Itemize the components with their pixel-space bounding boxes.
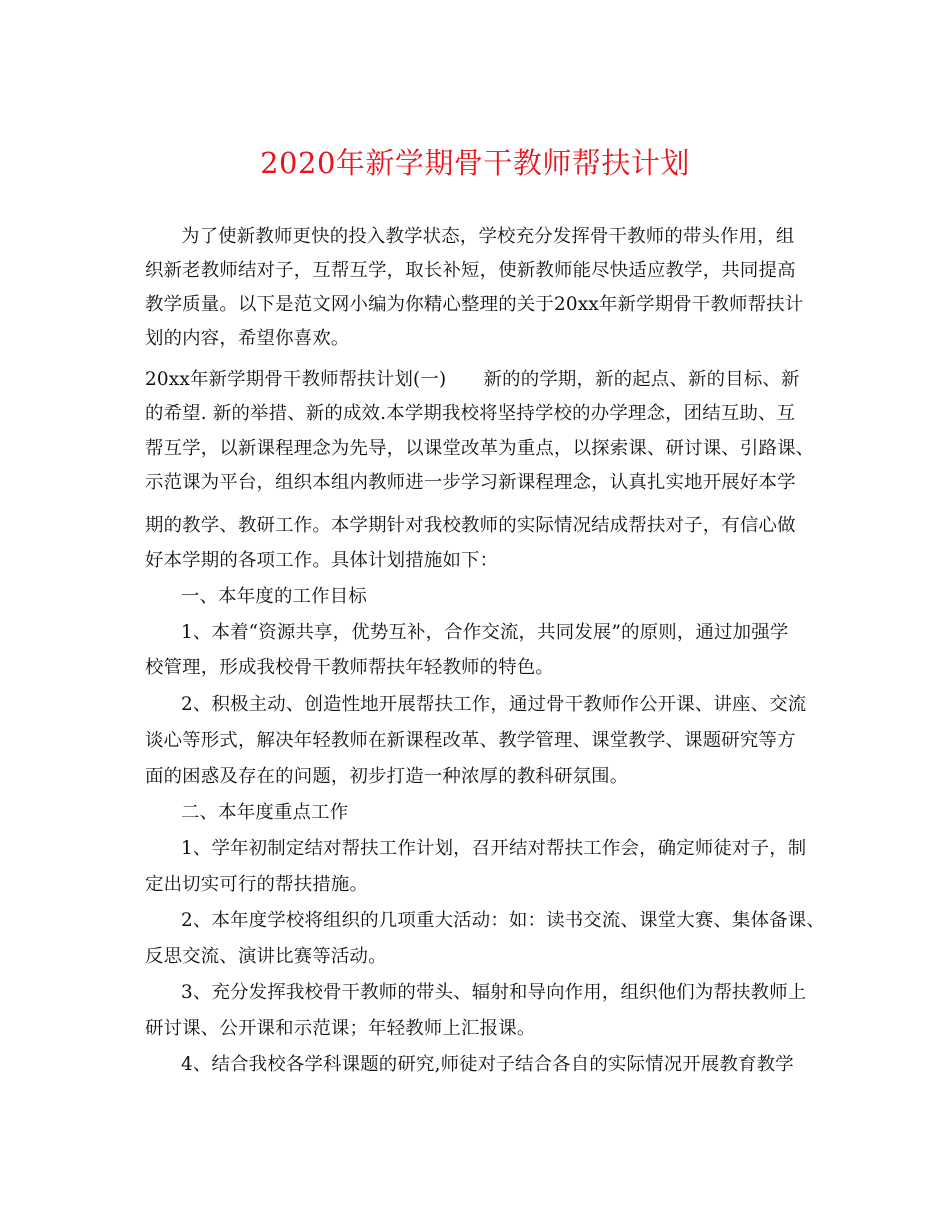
body-line: 教学质量。以下是范文网小编为你精心整理的关于20xx年新学期骨干教师帮扶计 [145,294,804,315]
body-line: 4、结合我校各学科课题的研究,师徒对子结合各自的实际情况开展教育教学 [181,1054,794,1075]
body-line: 好本学期的各项工作。具体计划措施如下： [145,550,499,571]
body-line: 谈心等形式，解决年轻教师在新课程改革、教学管理、课堂教学、课题研究等方 [145,730,796,751]
document-title: 2020年新学期骨干教师帮扶计划 [260,146,690,180]
body-line: 织新老教师结对子，互帮互学，取长补短，使新教师能尽快适应教学，共同提高 [145,260,796,281]
body-line: 1、本着“资源共享，优势互补，合作交流，共同发展”的原则，通过加强学 [181,622,789,643]
body-line: 20xx年新学期骨干教师帮扶计划(一) 新的的学期，新的起点、新的目标、新 [145,369,800,390]
body-line: 反思交流、演讲比赛等活动。 [145,946,387,967]
body-line: 面的困惑及存在的问题，初步打造一种浓厚的教科研氛围。 [145,766,629,787]
body-line: 的希望. 新的举措、新的成效.本学期我校将坚持学校的办学理念，团结互助、互 [145,403,796,424]
body-line: 2、本年度学校将组织的几项重大活动：如：读书交流、课堂大赛、集体备课、 [181,910,825,931]
body-line: 帮互学，以新课程理念为先导，以课堂改革为重点，以探索课、研讨课、引路课、 [145,438,815,459]
body-line: 定出切实可行的帮扶措施。 [145,874,369,895]
body-line: 3、充分发挥我校骨干教师的带头、辐射和导向作用，组织他们为帮扶教师上 [181,982,807,1003]
body-line: 示范课为平台，组织本组内教师进一步学习新课程理念，认真扎实地开展好本学 [145,472,796,493]
body-line: 期的教学、教研工作。本学期针对我校教师的实际情况结成帮扶对子，有信心做 [145,515,796,536]
section-heading: 一、本年度的工作目标 [181,586,367,607]
body-line: 1、学年初制定结对帮扶工作计划，召开结对帮扶工作会，确定师徒对子，制 [181,838,807,859]
body-line: 研讨课、公开课和示范课；年轻教师上汇报课。 [145,1018,536,1039]
section-heading: 二、本年度重点工作 [181,802,349,823]
body-line: 2、积极主动、创造性地开展帮扶工作，通过骨干教师作公开课、讲座、交流 [181,694,807,715]
body-line: 划的内容，希望你喜欢。 [145,328,350,349]
body-line: 为了使新教师更快的投入教学状态，学校充分发挥骨干教师的带头作用，组 [181,226,795,247]
body-line: 校管理，形成我校骨干教师帮扶年轻教师的特色。 [145,657,554,678]
